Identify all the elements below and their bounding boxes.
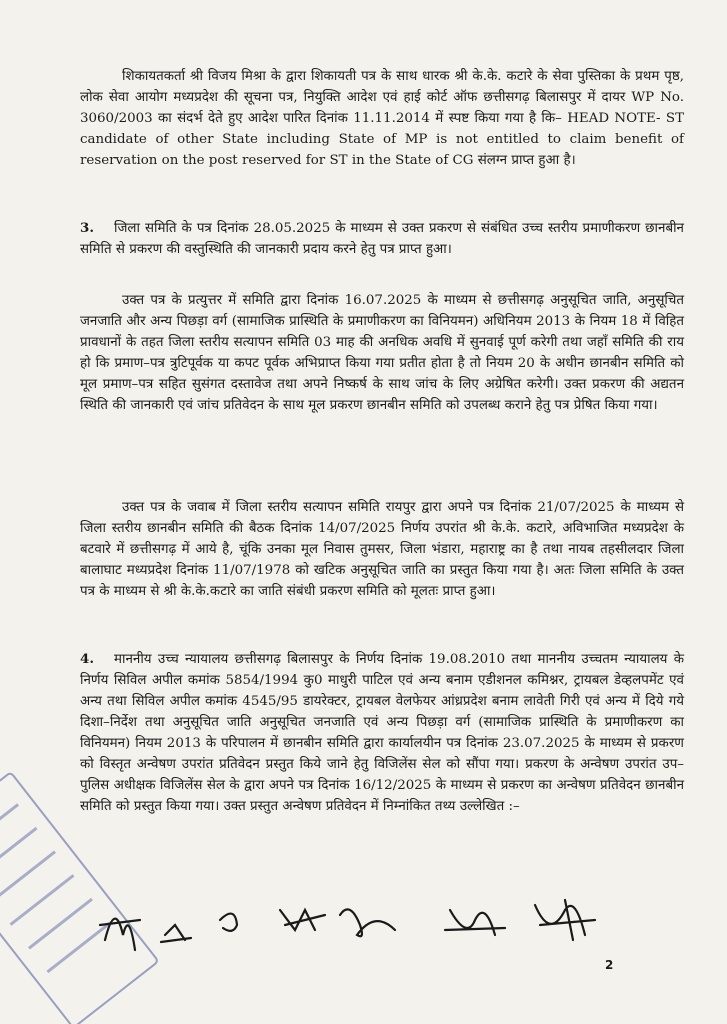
signature-4 xyxy=(280,910,325,930)
paragraph-3 xyxy=(80,218,684,260)
paragraph-district-response-text: उक्त पत्र के जवाब में जिला स्तरीय सत्यापन समिति रायपुर द्वारा अपने पत्र दिनांक 21/07/2025 के माध्यम से जिला स्तरीय छानबीन समिति की बैठक दिनांक 14/07/2025 निर्णय उपरांत श्री के.के. कटारे, अविभाजित मध्यप्रदेश के बटवारे में छत्तीसगढ़ में आये है, चूंकि उनका मूल निवास तुमसर, जिला भंडारा, महाराष्ट्र का है तथा नायब तहसीलदार जिला बालाघाट मध्यप्रदेश दिनांक 11/07/1978 को खटिक अनुसूचित जाति का प्रस्तुत किया गया है। अतः जिला समिति के उक्त पत्र के माध्यम से श्री के.के.कटारे का जाति संबंधी प्रकरण समिति को मूलतः प्राप्त हुआ। xyxy=(80,500,684,599)
paragraph-3-number: 3. xyxy=(80,220,94,236)
paragraph-3-text: जिला समिति के पत्र दिनांक 28.05.2025 के माध्यम से उक्त प्रकरण से संबंधित उच्च स्तरीय प्रमाणीकरण छानबीन समिति से प्रकरण की वस्तुस्थिति की जानकारी प्रदाय करने हेतु पत्र प्राप्त हुआ। xyxy=(80,221,684,257)
signature-1 xyxy=(100,919,140,950)
paragraph-committee-reply-text: उक्त पत्र के प्रत्युत्तर में समिति द्वारा दिनांक 16.07.2025 के माध्यम से छत्तीसगढ़ अनुसूचित जाति, अनुसूचित जनजाति और अन्य पिछड़ा वर्ग (सामाजिक प्रास्थिति के प्रमाणीकरण का विनियमन) अधिनियम 2013 के नियम 18 में विहित प्रावधानों के तहत जिला स्तरीय सत्यापन समिति 03 माह की अनधिक अवधि में सुनवाई पूर्ण करेगी तथा जहाँ समिति की राय हो कि प्रमाण–पत्र त्रुटिपूर्वक या कपट पूर्वक अभिप्राप्त किया गया प्रतीत होता है तो नियम 20 के अधीन छानबीन समिति को मूल प्रमाण–पत्र सहित सुसंगत दस्तावेज तथा अपने निष्कर्ष के साथ जांच के लिए अग्रेषित करेगी। उक्त प्रकरण की अद्यतन स्थिति की जानकारी एवं जांच प्रतिवेदन के साथ मूल प्रकरण छानबीन समिति को उपलब्ध कराने हेतु पत्र प्रेषित किया गया। xyxy=(80,293,684,413)
page-number: 2 xyxy=(605,958,614,972)
signature-3 xyxy=(220,914,237,931)
signature-7 xyxy=(535,900,595,940)
paragraph-district-response xyxy=(80,497,684,602)
paragraph-complaint xyxy=(80,66,684,171)
signature-2 xyxy=(161,925,191,942)
signatures xyxy=(95,880,655,970)
signature-5 xyxy=(340,909,395,936)
paragraph-committee-reply xyxy=(80,290,684,416)
signature-6 xyxy=(445,910,505,935)
paragraph-4 xyxy=(80,649,684,817)
paragraph-4-number: 4. xyxy=(80,651,94,667)
paragraph-4-text: माननीय उच्च न्यायालय छत्तीसगढ़ बिलासपुर के निर्णय दिनांक 19.08.2010 तथा माननीय उच्चतम न्यायालय के निर्णय सिविल अपील कमांक 5854/1994 कु0 माधुरी पाटिल एवं अन्य बनाम एडीशनल कमिश्नर, ट्रायबल डेव्हलपमेंट एवं अन्य तथा सिविल अपील कमांक 4545/95 डायरेक्टर, ट्रायबल वेलफेयर आंध्रप्रदेश बनाम लावेती गिरी एवं अन्य में दिये गये दिशा–निर्देश तथा अनुसूचित जाति अनुसूचित जनजाति एवं अन्य पिछड़ा वर्ग (सामाजिक प्रास्थिति के प्रमाणीकरण का विनियमन) नियम 2013 के परिपालन में छानबीन समिति द्वारा कार्यालयीन पत्र दिनांक 23.07.2025 के माध्यम से प्रकरण को विस्तृत अन्वेषण उपरांत प्रतिवेदन प्रस्तुत किये जाने हेतु विजिलेंस सेल को सौंपा गया। प्रकरण के अन्वेषण उपरांत उप–पुलिस अधीक्षक विजिलेंस सेल के द्वारा अपने पत्र दिनांक 16/12/2025 के माध्यम से प्रकरण का अन्वेषण प्रतिवेदन छानबीन समिति को प्रस्तुत किया गया। उक्त प्रस्तुत अन्वेषण प्रतिवेदन में निम्नांकित तथ्य उल्लेखित :– xyxy=(80,652,684,814)
paragraph-complaint-text: शिकायतकर्ता श्री विजय मिश्रा के द्वारा शिकायती पत्र के साथ धारक श्री के.के. कटारे के सेवा पुस्तिका के प्रथम पृष्ठ, लोक सेवा आयोग मध्यप्रदेश की सूचना पत्र, नियुक्ति आदेश एवं हाई कोर्ट ऑफ छत्तीसगढ़ बिलासपुर में दायर WP No. 3060/2003 का संदर्भ देते हुए आदेश पारित दिनांक 11.11.2014 में स्पष्ट किया गया है कि– HEAD NOTE- ST candidate of other State including State of MP is not entitled to claim benefit of reservation on the post reserved for ST in the State of CG संलग्न प्राप्त हुआ है। xyxy=(80,69,684,168)
